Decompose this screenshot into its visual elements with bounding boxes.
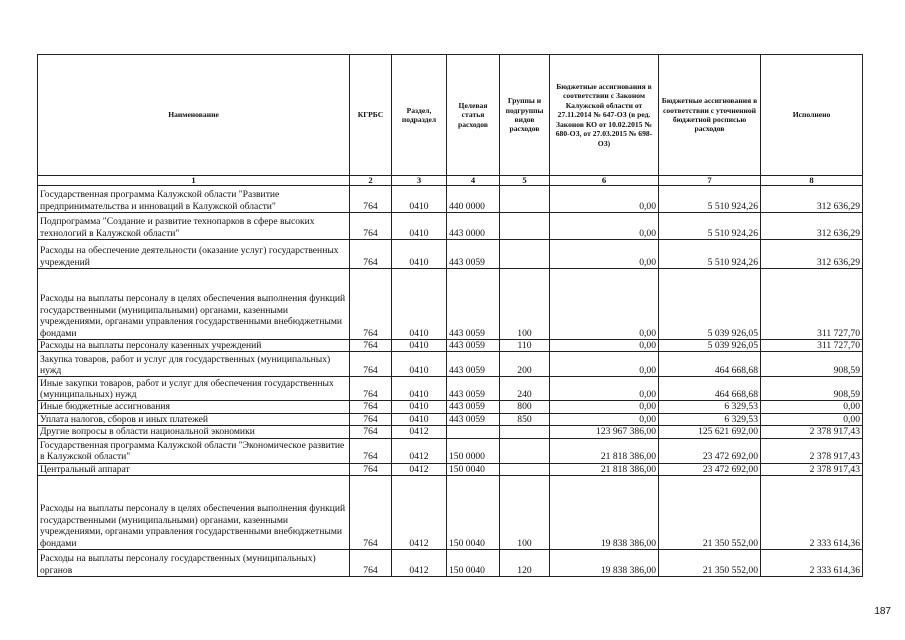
row-vid: 100 — [500, 269, 550, 340]
row-vid: 100 — [500, 476, 550, 550]
table-row — [38, 550, 863, 577]
row-budget-list: 23 472 692,00 — [659, 463, 761, 475]
row-budget-law: 0,00 — [550, 377, 659, 401]
row-executed: 0,00 — [761, 401, 863, 413]
table-row — [38, 213, 863, 240]
table-row — [38, 463, 863, 475]
row-kgrbs: 764 — [350, 426, 392, 438]
row-razdel: 0412 — [392, 476, 447, 550]
row-budget-law: 0,00 — [550, 269, 659, 340]
col-header-budget-list: Бюджетные ассигнования в соответствии с уточненной бюджетной росписью расходов — [659, 55, 761, 176]
page-number: 187 — [874, 606, 891, 617]
row-vid — [500, 186, 550, 213]
table-row — [38, 269, 863, 340]
row-tselevaya: 440 0000 — [447, 186, 500, 213]
row-vid: 200 — [500, 352, 550, 377]
column-number-row — [38, 176, 863, 186]
row-name: Подпрограмма "Создание и развитие технопарков в сфере высоких технологий в Калужской области" — [38, 213, 350, 240]
row-name: Государственная программа Калужской области "Экономическое развитие в Калужской области" — [38, 438, 350, 463]
row-kgrbs: 764 — [350, 550, 392, 577]
row-tselevaya: 443 0059 — [447, 413, 500, 425]
row-tselevaya — [447, 426, 500, 438]
row-budget-list: 464 668,68 — [659, 377, 761, 401]
row-name: Расходы на выплаты персоналу в целях обеспечения выполнения функций государственными (муниципальными) органами, казенными учреждениями, органами управления государственными внебюджетными фондами — [38, 476, 350, 550]
row-name: Центральный аппарат — [38, 463, 350, 475]
row-vid — [500, 213, 550, 240]
row-vid: 110 — [500, 340, 550, 352]
row-vid — [500, 463, 550, 475]
row-executed: 2 378 917,43 — [761, 438, 863, 463]
table-row — [38, 426, 863, 438]
row-kgrbs: 764 — [350, 476, 392, 550]
row-executed: 312 636,29 — [761, 213, 863, 240]
col-header-kgrbs: КГРБС — [350, 55, 392, 176]
row-budget-law: 0,00 — [550, 186, 659, 213]
row-vid — [500, 438, 550, 463]
col-number: 1 — [38, 176, 350, 186]
row-kgrbs: 764 — [350, 413, 392, 425]
row-budget-list: 5 510 924,26 — [659, 240, 761, 269]
row-budget-law: 123 967 386,00 — [550, 426, 659, 438]
row-tselevaya: 150 0040 — [447, 463, 500, 475]
col-header-executed: Исполнено — [761, 55, 863, 176]
row-name: Расходы на выплаты персоналу казенных учреждений — [38, 340, 350, 352]
row-vid — [500, 240, 550, 269]
row-kgrbs: 764 — [350, 269, 392, 340]
row-razdel: 0410 — [392, 413, 447, 425]
row-executed: 908,59 — [761, 352, 863, 377]
row-razdel: 0412 — [392, 550, 447, 577]
row-razdel: 0410 — [392, 340, 447, 352]
row-tselevaya: 150 0040 — [447, 550, 500, 577]
row-name: Иные бюджетные ассигнования — [38, 401, 350, 413]
row-razdel: 0410 — [392, 240, 447, 269]
row-executed: 2 378 917,43 — [761, 463, 863, 475]
col-number: 2 — [350, 176, 392, 186]
row-budget-law: 0,00 — [550, 401, 659, 413]
row-kgrbs: 764 — [350, 352, 392, 377]
row-vid: 850 — [500, 413, 550, 425]
budget-table — [37, 54, 863, 577]
row-executed: 311 727,70 — [761, 340, 863, 352]
row-name: Уплата налогов, сборов и иных платежей — [38, 413, 350, 425]
row-budget-list: 6 329,53 — [659, 401, 761, 413]
row-name: Другие вопросы в области национальной экономики — [38, 426, 350, 438]
row-razdel: 0410 — [392, 186, 447, 213]
row-razdel: 0412 — [392, 426, 447, 438]
row-kgrbs: 764 — [350, 377, 392, 401]
row-budget-list: 6 329,53 — [659, 413, 761, 425]
row-kgrbs: 764 — [350, 340, 392, 352]
row-executed: 311 727,70 — [761, 269, 863, 340]
row-name: Закупка товаров, работ и услуг для государственных (муниципальных) нужд — [38, 352, 350, 377]
row-razdel: 0412 — [392, 438, 447, 463]
row-tselevaya: 443 0059 — [447, 352, 500, 377]
row-executed: 312 636,29 — [761, 240, 863, 269]
row-tselevaya: 443 0000 — [447, 213, 500, 240]
row-name: Расходы на обеспечение деятельности (оказание услуг) государственных учреждений — [38, 240, 350, 269]
row-budget-list: 5 510 924,26 — [659, 213, 761, 240]
col-header-tselevaya: Целевая статья расходов — [447, 55, 500, 176]
row-executed: 312 636,29 — [761, 186, 863, 213]
row-kgrbs: 764 — [350, 213, 392, 240]
row-vid — [500, 426, 550, 438]
table-row — [38, 240, 863, 269]
row-executed: 2 378 917,43 — [761, 426, 863, 438]
col-number: 7 — [659, 176, 761, 186]
row-tselevaya: 443 0059 — [447, 340, 500, 352]
row-razdel: 0410 — [392, 377, 447, 401]
row-budget-list: 5 039 926,05 — [659, 340, 761, 352]
row-budget-law: 19 838 386,00 — [550, 550, 659, 577]
row-kgrbs: 764 — [350, 240, 392, 269]
row-executed: 0,00 — [761, 413, 863, 425]
row-kgrbs: 764 — [350, 463, 392, 475]
col-header-name: Наименование — [38, 55, 350, 176]
row-razdel: 0412 — [392, 463, 447, 475]
row-tselevaya: 443 0059 — [447, 269, 500, 340]
col-number: 5 — [500, 176, 550, 186]
row-name: Государственная программа Калужской области "Развитие предпринимательства и инноваций в Калужской области" — [38, 186, 350, 213]
row-kgrbs: 764 — [350, 438, 392, 463]
row-kgrbs: 764 — [350, 401, 392, 413]
table-row — [38, 352, 863, 377]
row-kgrbs: 764 — [350, 186, 392, 213]
col-header-razdel: Раздел, подраздел — [392, 55, 447, 176]
row-tselevaya: 150 0000 — [447, 438, 500, 463]
row-vid: 800 — [500, 401, 550, 413]
col-number: 6 — [550, 176, 659, 186]
table-row — [38, 413, 863, 425]
row-vid: 120 — [500, 550, 550, 577]
table-row — [38, 377, 863, 401]
row-tselevaya: 443 0059 — [447, 240, 500, 269]
row-tselevaya: 443 0059 — [447, 401, 500, 413]
col-header-budget-law: Бюджетные ассигнования в соответствии с Законом Калужской области от 27.11.2014 № 647-ОЗ (в ред. Законов КО от 10.02.2015 № 680-ОЗ, от 27.03.2015 № 698-ОЗ) — [550, 55, 659, 176]
row-budget-law: 19 838 386,00 — [550, 476, 659, 550]
row-razdel: 0410 — [392, 401, 447, 413]
table-row — [38, 401, 863, 413]
row-budget-law: 0,00 — [550, 352, 659, 377]
table-row — [38, 476, 863, 550]
row-budget-law: 21 818 386,00 — [550, 463, 659, 475]
row-executed: 2 333 614,36 — [761, 550, 863, 577]
row-razdel: 0410 — [392, 213, 447, 240]
row-budget-list: 21 350 552,00 — [659, 550, 761, 577]
row-razdel: 0410 — [392, 352, 447, 377]
row-tselevaya: 150 0040 — [447, 476, 500, 550]
row-vid: 240 — [500, 377, 550, 401]
row-name: Иные закупки товаров, работ и услуг для обеспечения государственных (муниципальных) нужд — [38, 377, 350, 401]
col-number: 3 — [392, 176, 447, 186]
row-budget-list: 23 472 692,00 — [659, 438, 761, 463]
row-budget-list: 125 621 692,00 — [659, 426, 761, 438]
row-razdel: 0410 — [392, 269, 447, 340]
row-name: Расходы на выплаты персоналу в целях обеспечения выполнения функций государственными (муниципальными) органами, казенными учреждениями, органами управления государственными внебюджетными фондами — [38, 269, 350, 340]
col-number: 4 — [447, 176, 500, 186]
row-name: Расходы на выплаты персоналу государственных (муниципальных) органов — [38, 550, 350, 577]
row-budget-list: 21 350 552,00 — [659, 476, 761, 550]
row-budget-law: 0,00 — [550, 413, 659, 425]
row-budget-law: 0,00 — [550, 213, 659, 240]
header-row — [38, 55, 863, 176]
row-budget-list: 464 668,68 — [659, 352, 761, 377]
table-row — [38, 438, 863, 463]
col-number: 8 — [761, 176, 863, 186]
row-executed: 908,59 — [761, 377, 863, 401]
row-budget-law: 0,00 — [550, 240, 659, 269]
table-row — [38, 340, 863, 352]
row-executed: 2 333 614,36 — [761, 476, 863, 550]
row-budget-law: 0,00 — [550, 340, 659, 352]
row-budget-law: 21 818 386,00 — [550, 438, 659, 463]
table-row — [38, 186, 863, 213]
row-budget-list: 5 039 926,05 — [659, 269, 761, 340]
row-tselevaya: 443 0059 — [447, 377, 500, 401]
col-header-gruppy: Группы и подгруппы видов расходов — [500, 55, 550, 176]
table-body — [38, 186, 863, 577]
row-budget-list: 5 510 924,26 — [659, 186, 761, 213]
